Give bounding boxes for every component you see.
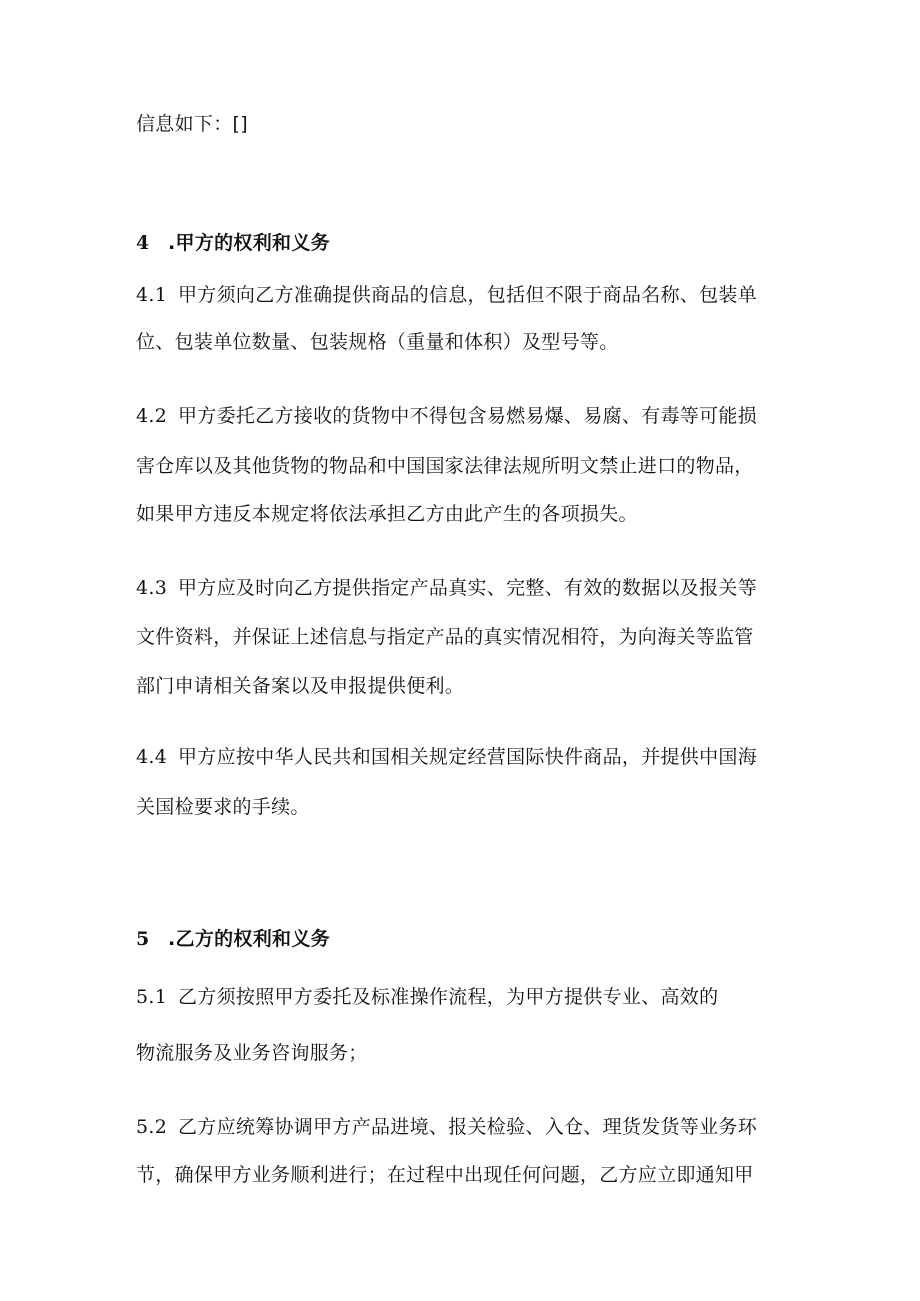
clause-text: 乙方须按照甲方委托及标准操作流程，为甲方提供专业、高效的: [178, 986, 719, 1008]
clause-text: 甲方须向乙方准确提供商品的信息，包括但不限于商品名称、包装单: [178, 284, 758, 306]
clause-4-3-line-2: 文件资料，并保证上述信息与指定产品的真实情况相符，为向海关等监管: [136, 626, 754, 648]
clause-4-4-line-2: 关国检要求的手续。: [136, 796, 310, 818]
clause-4-2-line-1: [136, 404, 757, 428]
clause-text: 甲方应按中华人民共和国相关规定经营国际快件商品，并提供中国海: [178, 746, 758, 768]
clause-4-4-line-1: [136, 745, 757, 769]
section-heading-4: [136, 231, 330, 255]
section-number: 5: [136, 928, 150, 950]
intro-text: 信息如下：[]: [136, 113, 248, 135]
clause-number: 4.1: [136, 284, 168, 306]
clause-5-1-line-2: 物流服务及业务咨询服务；: [136, 1042, 368, 1064]
clause-text: 甲方委托乙方接收的货物中不得包含易燃易爆、易腐、有毒等可能损: [178, 405, 758, 427]
section-title: .乙方的权利和义务: [168, 928, 330, 950]
clause-4-2-line-3: 如果甲方违反本规定将依法承担乙方由此产生的各项损失。: [136, 503, 638, 525]
clause-number: 5.2: [136, 1116, 168, 1138]
section-heading-5: [136, 927, 330, 951]
clause-number: 5.1: [136, 986, 168, 1008]
clause-5-2-line-1: [136, 1115, 757, 1139]
clause-text: 甲方应及时向乙方提供指定产品真实、完整、有效的数据以及报关等: [178, 577, 758, 599]
clause-5-2-line-2: 节，确保甲方业务顺利进行；在过程中出现任何问题，乙方应立即通知甲: [136, 1164, 754, 1186]
clause-5-1-line-1: [136, 985, 718, 1009]
clause-number: 4.2: [136, 405, 168, 427]
clause-4-2-line-2: 害仓库以及其他货物的物品和中国国家法律法规所明文禁止进口的物品，: [136, 455, 754, 477]
clause-4-3-line-3: 部门申请相关备案以及申报提供便利。: [136, 675, 465, 697]
clause-4-1-line-1: [136, 283, 757, 307]
section-title: .甲方的权利和义务: [168, 232, 330, 254]
section-number: 4: [136, 232, 150, 254]
clause-text: 乙方应统筹协调甲方产品进境、报关检验、入仓、理货发货等业务环: [178, 1116, 758, 1138]
clause-number: 4.4: [136, 746, 168, 768]
clause-4-3-line-1: [136, 576, 757, 600]
clause-4-1-line-2: 位、包装单位数量、包装规格（重量和体积）及型号等。: [136, 331, 619, 353]
clause-number: 4.3: [136, 577, 168, 599]
